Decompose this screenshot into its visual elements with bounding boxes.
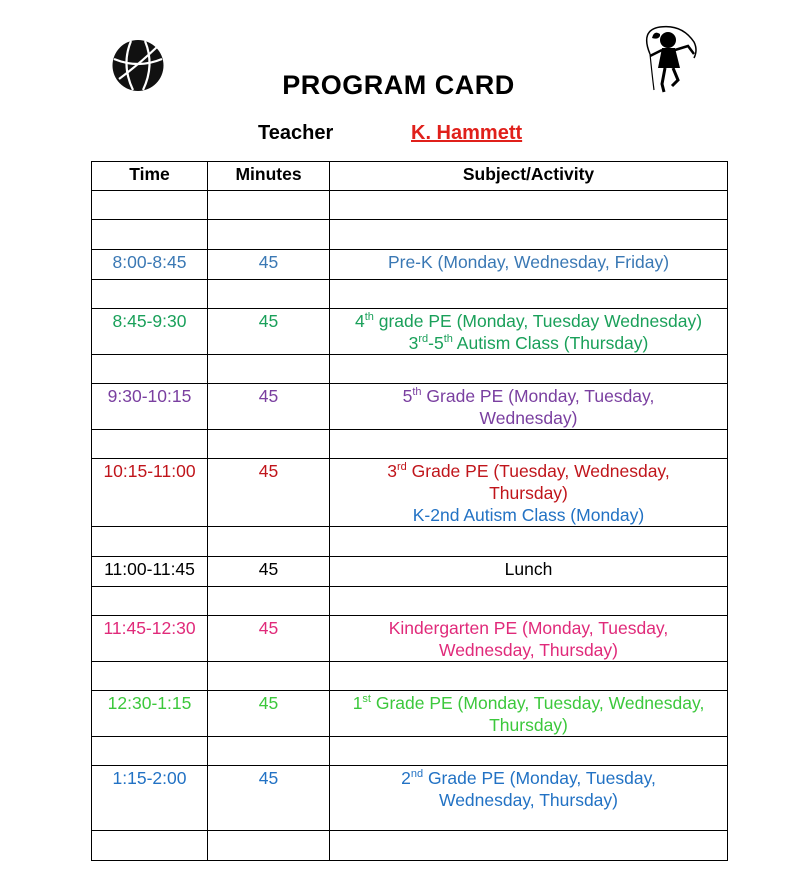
subject-text: K-2nd Autism Class (Monday) bbox=[412, 505, 645, 525]
time-cell: 8:45-9:30 bbox=[92, 309, 208, 355]
subject-text: Wednesday) bbox=[479, 408, 578, 428]
time-cell bbox=[92, 355, 208, 384]
subject-text: -5 bbox=[428, 333, 444, 353]
ordinal-number: 2 bbox=[401, 768, 411, 788]
time-cell: 8:00-8:45 bbox=[92, 250, 208, 280]
time-cell bbox=[92, 191, 208, 220]
subject-line bbox=[333, 558, 724, 580]
subject-line bbox=[333, 385, 724, 407]
subject-line bbox=[333, 617, 724, 639]
ordinal-number: 5 bbox=[402, 386, 413, 406]
time-cell bbox=[92, 280, 208, 309]
table-row bbox=[92, 737, 728, 766]
subject-cell bbox=[330, 616, 728, 662]
column-header-minutes: Minutes bbox=[208, 162, 330, 191]
minutes-cell bbox=[208, 220, 330, 250]
time-cell: 9:30-10:15 bbox=[92, 384, 208, 430]
minutes-cell bbox=[208, 527, 330, 557]
time-cell: 12:30-1:15 bbox=[92, 691, 208, 737]
table-row bbox=[92, 250, 728, 280]
table-header-row bbox=[92, 162, 728, 191]
ordinal-suffix: rd bbox=[418, 333, 429, 345]
ordinal-number: 3 bbox=[408, 333, 419, 353]
subject-cell bbox=[330, 527, 728, 557]
time-cell bbox=[92, 220, 208, 250]
teacher-label: Teacher bbox=[258, 122, 334, 144]
table-row bbox=[92, 527, 728, 557]
subject-cell bbox=[330, 384, 728, 430]
subject-line bbox=[333, 504, 724, 526]
minutes-cell bbox=[208, 191, 330, 220]
ordinal-number: 3 bbox=[387, 461, 397, 481]
subject-text: Wednesday, Thursday) bbox=[439, 790, 618, 810]
subject-text: Pre-K (Monday, Wednesday, Friday) bbox=[387, 252, 670, 272]
ordinal-suffix: th bbox=[443, 333, 453, 345]
subject-text: grade PE (Monday, Tuesday Wednesday) bbox=[373, 311, 703, 331]
subject-text: Grade PE (Monday, Tuesday, bbox=[423, 768, 656, 788]
subject-cell bbox=[330, 557, 728, 587]
table-row bbox=[92, 355, 728, 384]
subject-text: Autism Class (Thursday) bbox=[452, 333, 649, 353]
table-row bbox=[92, 309, 728, 355]
subject-line bbox=[333, 460, 724, 482]
schedule-table bbox=[91, 161, 728, 861]
subject-line bbox=[333, 714, 724, 736]
minutes-cell: 45 bbox=[208, 557, 330, 587]
minutes-cell bbox=[208, 355, 330, 384]
time-cell bbox=[92, 662, 208, 691]
time-cell: 1:15-2:00 bbox=[92, 766, 208, 831]
table-row bbox=[92, 662, 728, 691]
subject-text: Kindergarten PE (Monday, Tuesday, bbox=[388, 618, 669, 638]
ordinal-suffix: th bbox=[412, 386, 422, 398]
minutes-cell: 45 bbox=[208, 250, 330, 280]
table-row bbox=[92, 557, 728, 587]
table-row bbox=[92, 587, 728, 616]
ordinal-suffix: st bbox=[362, 693, 371, 705]
subject-text: Thursday) bbox=[489, 483, 568, 503]
subject-cell bbox=[330, 250, 728, 280]
subject-line bbox=[333, 482, 724, 504]
subject-cell bbox=[330, 355, 728, 384]
table-row bbox=[92, 831, 728, 861]
minutes-cell bbox=[208, 737, 330, 766]
minutes-cell bbox=[208, 587, 330, 616]
subject-cell bbox=[330, 459, 728, 527]
column-header-time: Time bbox=[92, 162, 208, 191]
subject-cell bbox=[330, 737, 728, 766]
table-row bbox=[92, 766, 728, 831]
table-row bbox=[92, 430, 728, 459]
time-cell bbox=[92, 430, 208, 459]
time-cell: 11:45-12:30 bbox=[92, 616, 208, 662]
minutes-cell: 45 bbox=[208, 616, 330, 662]
minutes-cell: 45 bbox=[208, 459, 330, 527]
table-row bbox=[92, 280, 728, 309]
time-cell bbox=[92, 831, 208, 861]
subject-line bbox=[333, 639, 724, 661]
teacher-name: K. Hammett bbox=[411, 122, 523, 144]
time-cell bbox=[92, 737, 208, 766]
subject-cell bbox=[330, 831, 728, 861]
subject-cell bbox=[330, 280, 728, 309]
subject-text: Grade PE (Monday, Tuesday, Wednesday, bbox=[370, 693, 705, 713]
subject-line bbox=[333, 310, 724, 332]
subject-cell bbox=[330, 662, 728, 691]
table-row bbox=[92, 220, 728, 250]
subject-cell bbox=[330, 191, 728, 220]
time-cell bbox=[92, 527, 208, 557]
minutes-cell bbox=[208, 280, 330, 309]
subject-cell bbox=[330, 587, 728, 616]
ordinal-suffix: rd bbox=[397, 461, 407, 473]
table-row bbox=[92, 459, 728, 527]
ordinal-number: 1 bbox=[352, 693, 363, 713]
subject-text: Grade PE (Tuesday, Wednesday, bbox=[406, 461, 670, 481]
subject-text: Lunch bbox=[504, 559, 553, 579]
subject-cell bbox=[330, 309, 728, 355]
subject-line bbox=[333, 692, 724, 714]
time-cell: 11:00-11:45 bbox=[92, 557, 208, 587]
subject-line bbox=[333, 251, 724, 273]
minutes-cell bbox=[208, 662, 330, 691]
minutes-cell: 45 bbox=[208, 309, 330, 355]
subject-line bbox=[333, 332, 724, 354]
minutes-cell bbox=[208, 831, 330, 861]
subject-cell bbox=[330, 220, 728, 250]
subject-cell bbox=[330, 766, 728, 831]
subject-cell bbox=[330, 691, 728, 737]
subject-cell bbox=[330, 430, 728, 459]
time-cell: 10:15-11:00 bbox=[92, 459, 208, 527]
subject-text: Wednesday, Thursday) bbox=[439, 640, 618, 660]
minutes-cell bbox=[208, 430, 330, 459]
ordinal-suffix: th bbox=[364, 311, 374, 323]
minutes-cell: 45 bbox=[208, 766, 330, 831]
subject-line bbox=[333, 767, 724, 789]
minutes-cell: 45 bbox=[208, 384, 330, 430]
subject-line bbox=[333, 789, 724, 811]
subject-text: Thursday) bbox=[489, 715, 568, 735]
table-row bbox=[92, 691, 728, 737]
ordinal-suffix: nd bbox=[410, 768, 424, 780]
subject-text: Grade PE (Monday, Tuesday, bbox=[421, 386, 655, 406]
table-row bbox=[92, 191, 728, 220]
subject-line bbox=[333, 407, 724, 429]
page-title: PROGRAM CARD bbox=[282, 70, 515, 100]
table-row bbox=[92, 384, 728, 430]
time-cell bbox=[92, 587, 208, 616]
table-row bbox=[92, 616, 728, 662]
ordinal-number: 4 bbox=[354, 311, 365, 331]
column-header-subject: Subject/Activity bbox=[330, 162, 728, 191]
minutes-cell: 45 bbox=[208, 691, 330, 737]
